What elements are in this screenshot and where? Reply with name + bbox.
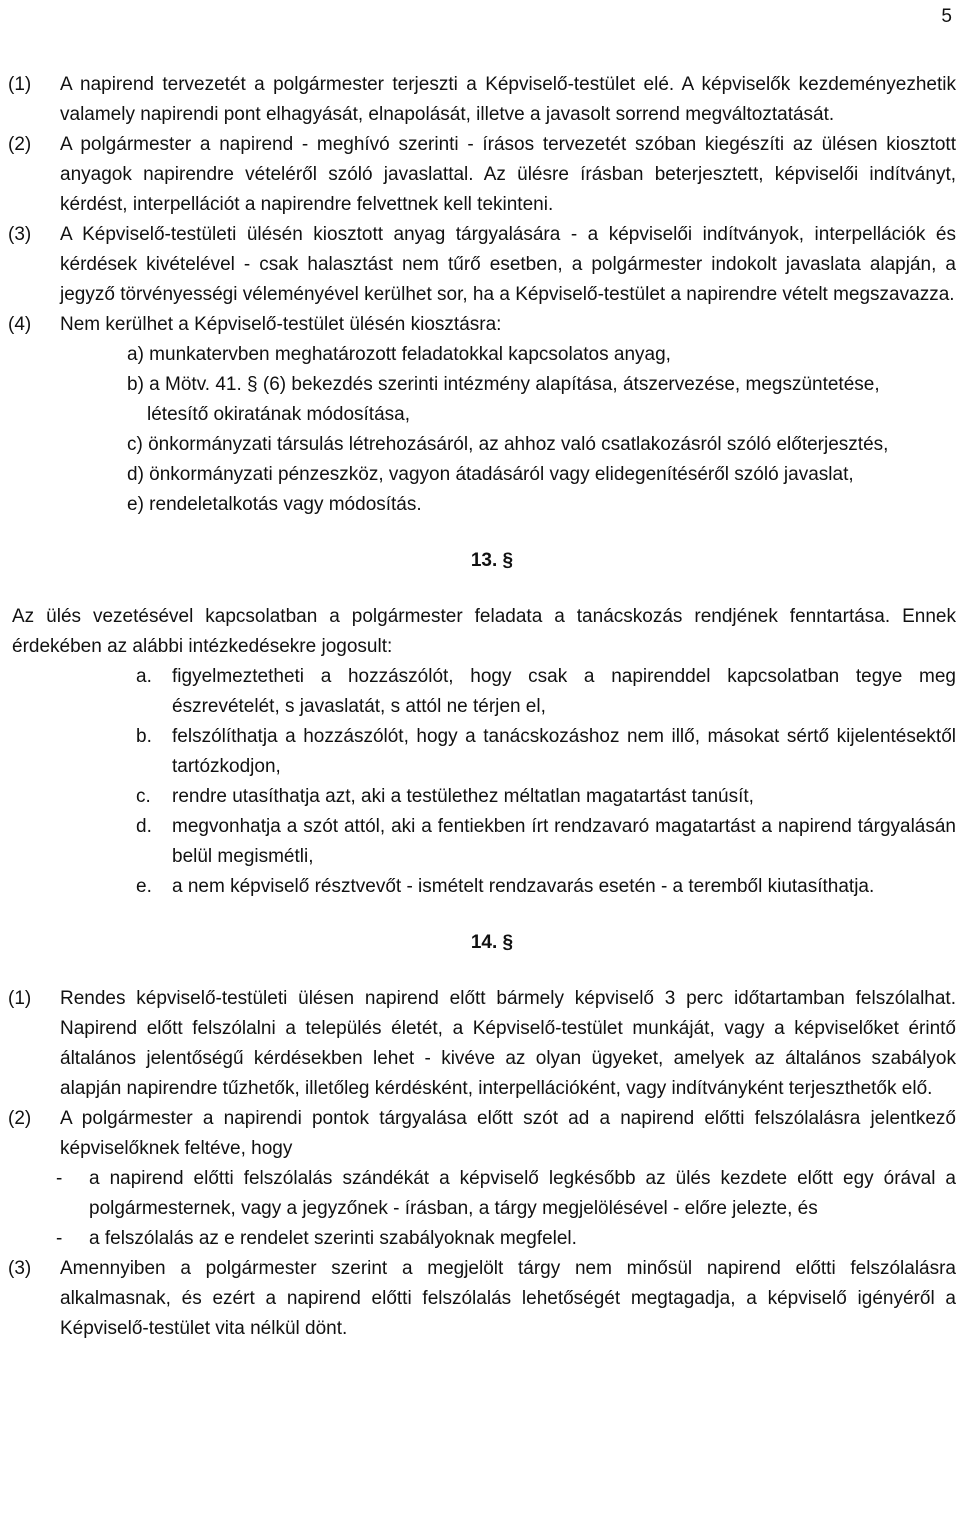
list-text: a nem képviselő résztvevőt - ismételt rendzavarás esetén - a teremből kiutasíthatja.	[172, 876, 875, 897]
s14-paragraph-2	[8, 1104, 956, 1164]
list-item	[136, 722, 956, 782]
list-text: felszólíthatja a hozzászólót, hogy a tanácskozáshoz nem illő, másokat sértő kijelentésektől tartózkodjon,	[172, 726, 956, 777]
list-item-a: a) munkatervben meghatározott feladatokkal kapcsolatos anyag,	[127, 344, 671, 365]
s12-paragraph-3	[8, 220, 956, 310]
list-item-b: b) a Mötv. 41. § (6) bekezdés szerinti intézmény alapítása, átszervezése, megszüntetése,	[127, 374, 880, 395]
dash-label: -	[56, 1168, 63, 1189]
list-item-e: e) rendeletalkotás vagy módosítás.	[127, 494, 422, 515]
paragraph-text: A napirend tervezetét a polgármester terjeszti a Képviselő-testület elé. A képviselők kezdeményezhetik valamely napirendi pont elhagyását, elnapolását, illetve a javasolt sorrend megváltoztatását.	[60, 74, 956, 125]
paragraph-number: (2)	[8, 134, 32, 155]
paragraph-text: A polgármester a napirendi pontok tárgyalása előtt szót ad a napirend előtti felszólalásra jelentkező képviselőknek feltéve, hogy	[60, 1108, 956, 1159]
paragraph-number: (4)	[8, 314, 32, 335]
page-number: 5	[941, 6, 952, 27]
list-item-d: d) önkormányzati pénzeszköz, vagyon átadásáról vagy elidegenítéséről szóló javaslat,	[127, 464, 854, 485]
document-body	[8, 70, 956, 1344]
section-heading-13: 13. §	[470, 550, 514, 571]
s12-paragraph-2	[8, 130, 956, 220]
paragraph-number: (1)	[8, 74, 32, 95]
paragraph-text: Rendes képviselő-testületi ülésen napirend előtt bármely képviselő 3 perc időtartamban felszólalhat. Napirend előtt felszólalni a település életét, a Képviselő-testület munkáját, vagy a képviselőket érintő általános jelentőségű kérdésekben lehet - kivéve az olyan ügyeket, amelyek az általános szabályok alapján napirendre tűzhetők, illetőleg kérdésként, interpellációként, vagy indítványként terjeszthetők elő.	[60, 988, 956, 1099]
list-item	[136, 782, 956, 812]
paragraph-number: (2)	[8, 1108, 32, 1129]
list-item	[136, 662, 956, 722]
dash-text: a felszólalás az e rendelet szerinti szabályoknak megfelel.	[89, 1228, 577, 1249]
paragraph-text: A Képviselő-testületi ülésén kiosztott anyag tárgyalására - a képviselői indítványok, interpellációk és kérdések kivételével - csak halasztást nem tűrő esetben, a polgármester indokolt javaslata alapján, a jegyző törvényességi véleményével kerülhet sor, ha a Képviselő-testület a napirendre vételt megszavazza.	[60, 224, 956, 305]
dash-item	[56, 1224, 956, 1254]
s14-paragraph-1	[8, 984, 956, 1104]
list-label: b.	[136, 726, 152, 747]
list-label: e.	[136, 876, 152, 897]
list-text: figyelmeztetheti a hozzászólót, hogy csak a napirenddel kapcsolatban tegye meg észrevételét, s javaslatát, s attól ne térjen el,	[172, 666, 956, 717]
paragraph-number: (3)	[8, 224, 32, 245]
dash-item	[56, 1164, 956, 1224]
paragraph-number: (3)	[8, 1258, 32, 1279]
list-item	[136, 812, 956, 872]
list-text: megvonhatja a szót attól, aki a fentiekben írt rendzavaró magatartást a napirend tárgyalásán belül megismétli,	[172, 816, 956, 867]
list-label: a.	[136, 666, 152, 687]
section-heading-14: 14. §	[470, 932, 514, 953]
dash-label: -	[56, 1228, 63, 1249]
paragraph-text: Nem kerülhet a Képviselő-testület ülésén kiosztásra:	[60, 314, 502, 335]
list-label: c.	[136, 786, 151, 807]
paragraph-number: (1)	[8, 988, 32, 1009]
list-item-b-continued: létesítő okiratának módosítása,	[147, 404, 410, 425]
list-item-c: c) önkormányzati társulás létrehozásáról, az ahhoz való csatlakozásról szóló előterjesztés,	[127, 434, 889, 455]
paragraph-text: Amennyiben a polgármester szerint a megjelölt tárgy nem minősül napirend előtti felszólalásra alkalmasnak, és ezért a napirend előtti felszólalás lehetőségét megtagadja, a képviselő igényéről a Képviselő-testület vita nélkül dönt.	[60, 1258, 956, 1339]
list-text: rendre utasíthatja azt, aki a testülethez méltatlan magatartást tanúsít,	[172, 786, 754, 807]
s14-paragraph-3	[8, 1254, 956, 1344]
s12-paragraph-4	[8, 310, 956, 340]
paragraph-text: A polgármester a napirend - meghívó szerinti - írásos tervezetét szóban kiegészíti az ülésen kiosztott anyagok napirendre vételéről szóló javaslattal. Az ülésre írásban beterjesztett, képviselői indítványt, kérdést, interpellációt a napirendre felvettnek kell tekinteni.	[60, 134, 956, 215]
dash-text: a napirend előtti felszólalás szándékát a képviselő legkésőbb az ülés kezdete előtt egy órával a polgármesternek, vagy a jegyzőnek - írásban, a tárgy megjelölésével - előre jelezte, és	[89, 1168, 956, 1219]
s12-paragraph-1	[8, 70, 956, 130]
s13-intro: Az ülés vezetésével kapcsolatban a polgármester feladata a tanácskozás rendjének fenntartása. Ennek érdekében az alábbi intézkedésekre jogosult:	[12, 606, 956, 657]
list-item	[136, 872, 956, 902]
list-label: d.	[136, 816, 152, 837]
